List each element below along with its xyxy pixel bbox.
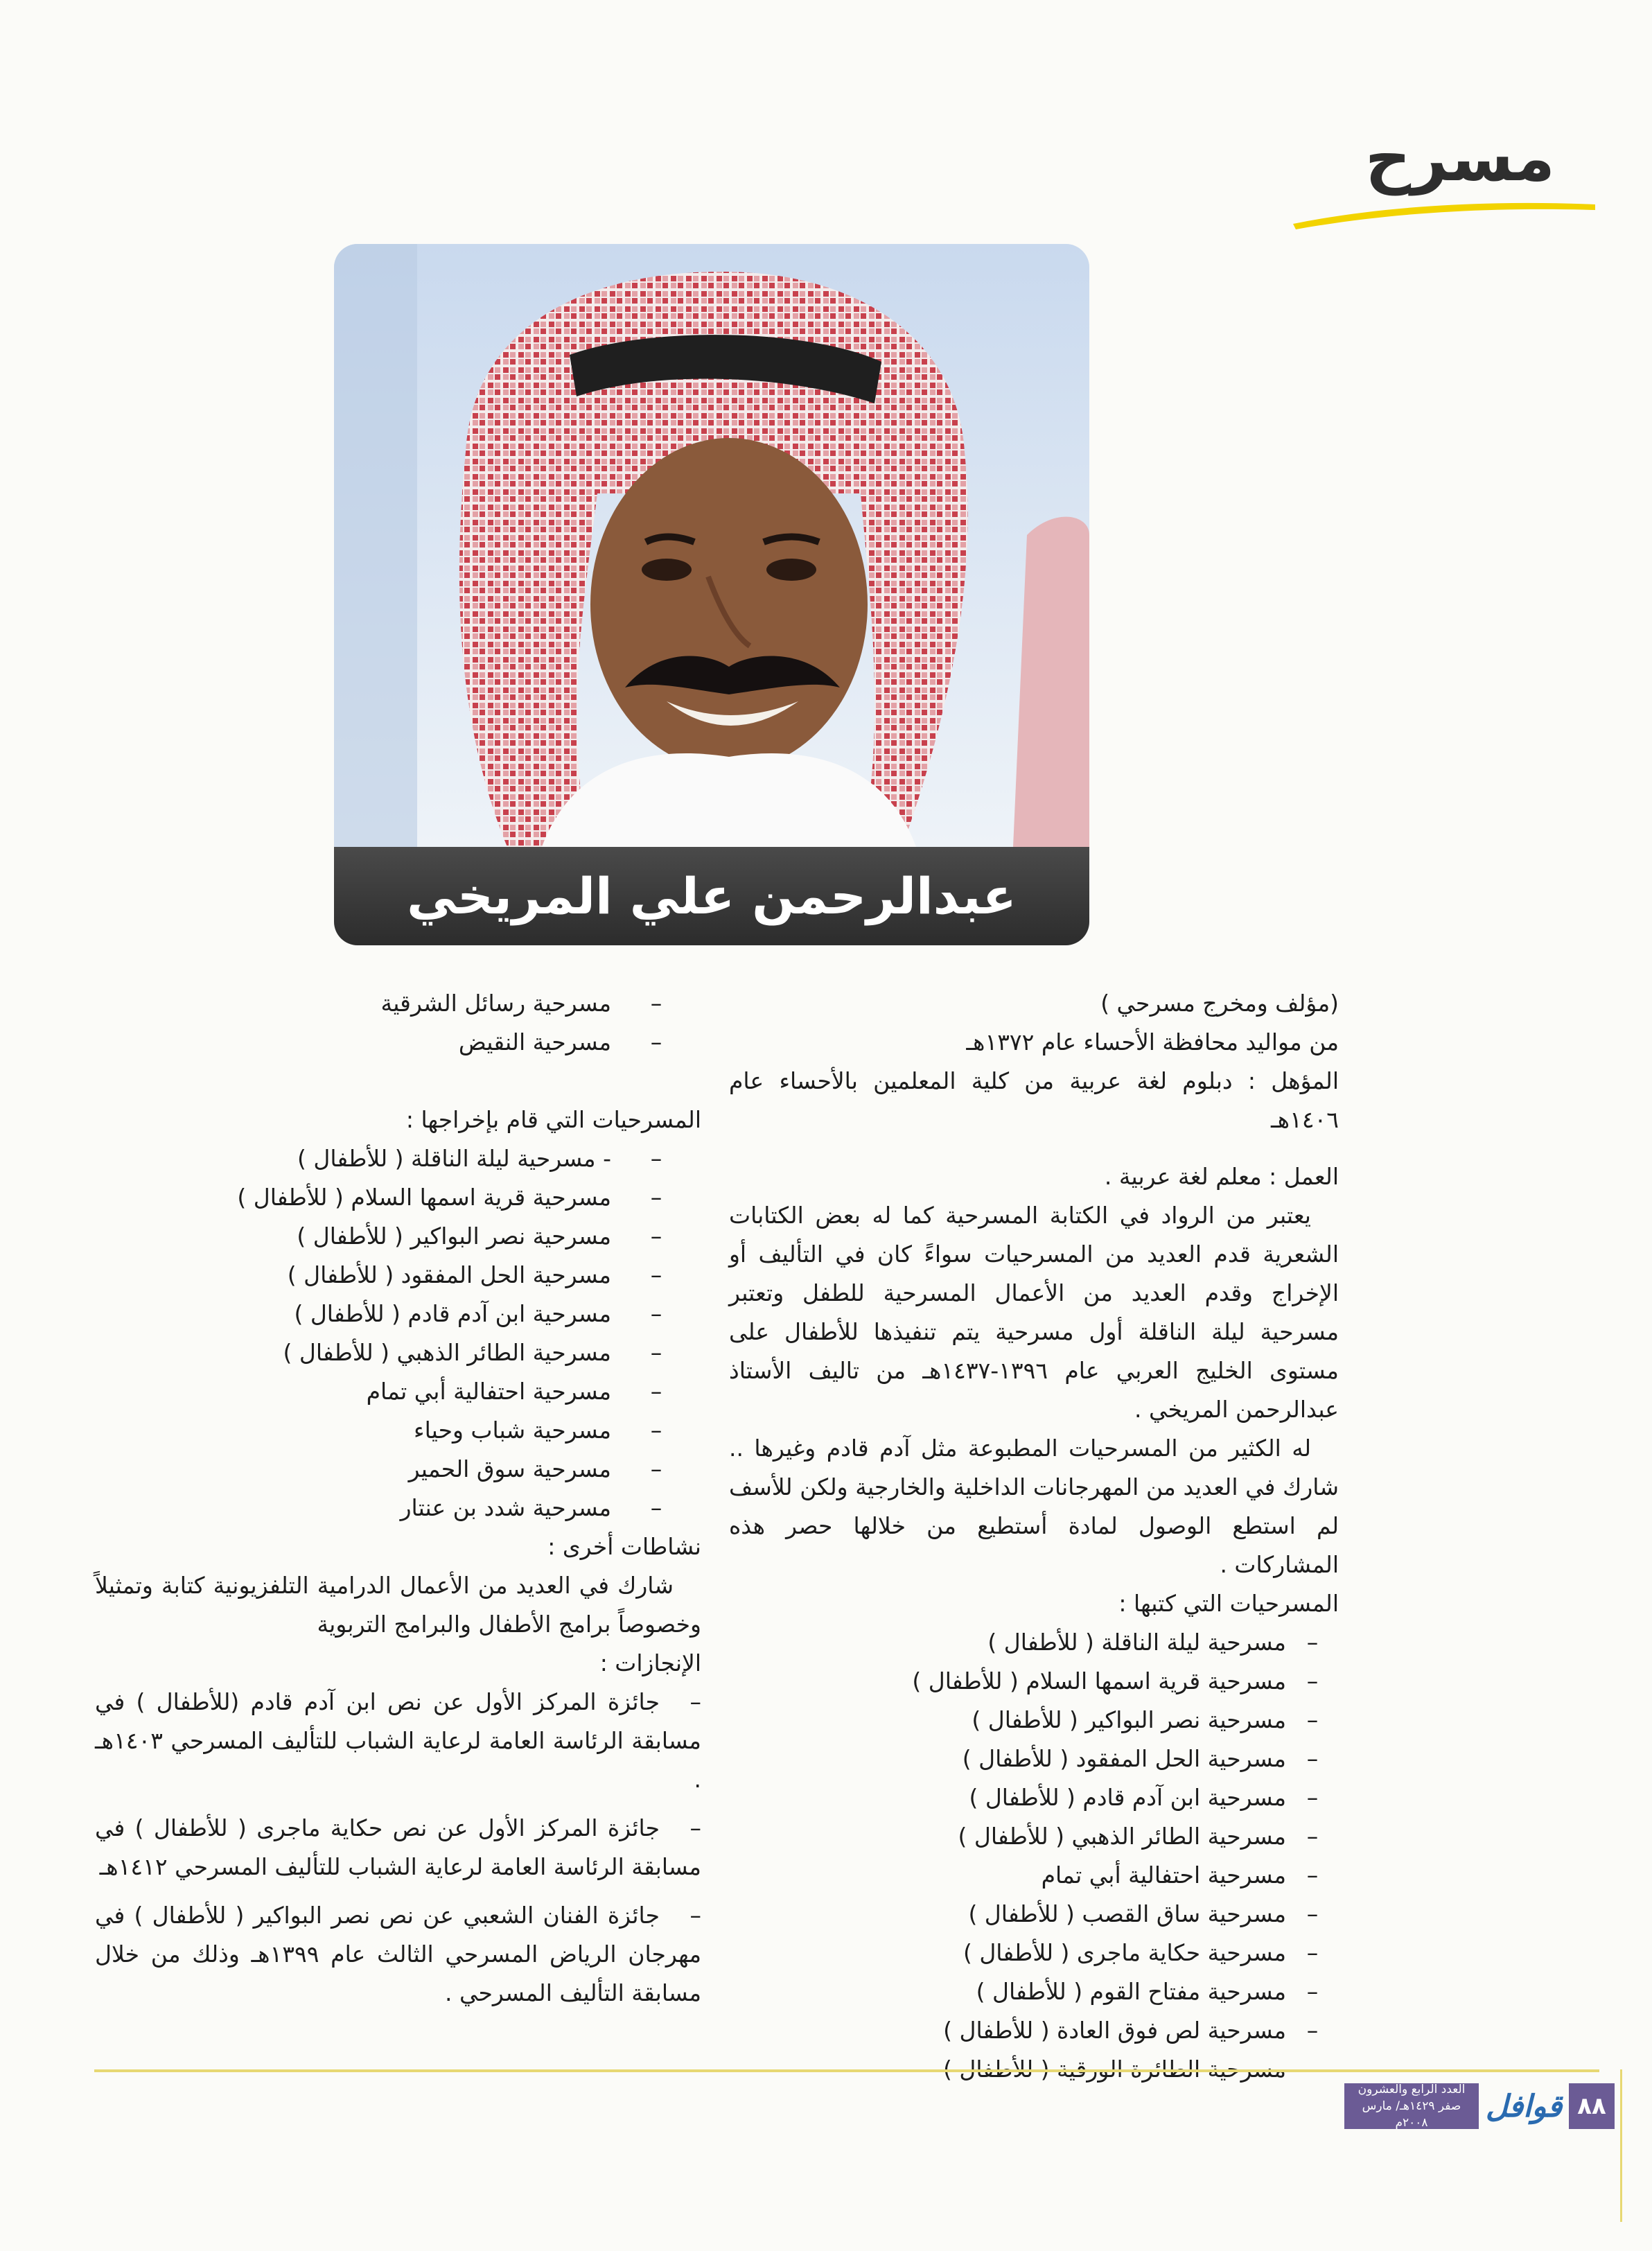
- dash-bullet: –: [1306, 1939, 1319, 1966]
- dash-bullet: –: [650, 1145, 662, 1172]
- play-title: مسرحية نصر البواكير ( للأطفال ): [972, 1706, 1286, 1733]
- dash-bullet: –: [650, 1300, 662, 1327]
- play-title: مسرحية لص فوق العادة ( للأطفال ): [943, 2017, 1286, 2044]
- bio-paragraph-2: له الكثير من المسرحيات المطبوعة مثل آدم قادم وغيرها .. شارك في العديد من المهرجانات الداخلية والخارجية ولكن للأسف لم استطع الوصول لمادة أستطيع من خلالها حصر هذه المشاركات .: [729, 1435, 1339, 1578]
- dash-bullet: –: [1306, 1629, 1319, 1656]
- spacer: [729, 1139, 1339, 1157]
- list-item: [95, 1217, 701, 1256]
- dash-bullet: –: [650, 1339, 662, 1366]
- list-item: [729, 1934, 1339, 1972]
- achievements-heading: الإنجازات :: [599, 1649, 701, 1676]
- play-title: - مسرحية ليلة الناقلة ( للأطفال ): [297, 1145, 611, 1172]
- dash-bullet: –: [650, 1417, 662, 1444]
- list-item: [95, 1489, 701, 1527]
- play-title: مسرحية رسائل الشرقية: [380, 990, 611, 1017]
- bio-role: (مؤلف ومخرج مسرحي ): [1100, 990, 1339, 1017]
- list-item: [729, 2011, 1339, 2050]
- dash-bullet: –: [650, 1378, 662, 1405]
- name-band: [334, 847, 1089, 945]
- dash-bullet: –: [1306, 1978, 1319, 2005]
- bio-birth: من مواليد محافظة الأحساء عام ١٣٧٢هـ: [966, 1028, 1339, 1056]
- list-item: [729, 1701, 1339, 1740]
- list-item: [95, 1256, 701, 1295]
- bio-qualification: المؤهل : دبلوم لغة عربية من كلية المعلمين بالأحساء عام ١٤٠٦هـ: [729, 1067, 1339, 1133]
- right-column: [729, 984, 1339, 2089]
- dash-bullet: –: [1306, 1667, 1319, 1694]
- list-item: [95, 1295, 701, 1333]
- list-item: [95, 1372, 701, 1411]
- spacer: [95, 1886, 701, 1896]
- play-title: مسرحية الحل المفقود ( للأطفال ): [962, 1745, 1286, 1772]
- issue-date: صفر ١٤٢٩هـ/ مارس ٢٠٠٨م: [1362, 2099, 1461, 2130]
- dash-bullet: –: [689, 1902, 701, 1929]
- list-item: [95, 1023, 701, 1062]
- dash-bullet: –: [650, 1223, 662, 1250]
- play-title: مسرحية الحل المفقود ( للأطفال ): [287, 1261, 611, 1288]
- dash-bullet: –: [650, 1184, 662, 1211]
- list-item: [95, 984, 701, 1023]
- play-title: مسرحية ساق القصب ( للأطفال ): [968, 1900, 1286, 1927]
- dash-bullet: –: [1306, 2056, 1319, 2083]
- dash-bullet: –: [650, 1028, 662, 1056]
- list-item: [729, 1895, 1339, 1934]
- list-item: [729, 1856, 1339, 1895]
- footer: [1344, 2083, 1615, 2129]
- page-number: ٨٨: [1569, 2083, 1615, 2129]
- bio-work: العمل : معلم لغة عربية .: [1104, 1163, 1339, 1190]
- dash-bullet: –: [1306, 1706, 1319, 1733]
- dash-bullet: –: [650, 1494, 662, 1521]
- play-title: مسرحية شباب وحياء: [414, 1417, 611, 1444]
- dash-bullet: –: [650, 1261, 662, 1288]
- play-title: مسرحية ليلة الناقلة ( للأطفال ): [987, 1629, 1286, 1656]
- achievement-text: جائزة المركز الأول عن نص حكاية ماجرى ( للأطفال ) في مسابقة الرئاسة العامة لرعاية الشباب للتأليف المسرحي ١٤١٢هـ: [95, 1814, 701, 1880]
- achievement-text: جائزة المركز الأول عن نص ابن آدم قادم (للأطفال ) في مسابقة الرئاسة العامة لرعاية الشباب للتأليف المسرحي ١٤٠٣هـ .: [95, 1688, 701, 1793]
- other-activities-heading: نشاطات أخرى :: [547, 1533, 701, 1560]
- play-title: مسرحية الطائرة الورقية ( للأطفال ): [943, 2056, 1286, 2083]
- list-item: [95, 1450, 701, 1489]
- issue-number: العدد الرابع والعشرون: [1357, 2083, 1466, 2096]
- magazine-logo: قوافل: [1485, 2088, 1563, 2124]
- play-title: مسرحية حكاية ماجرى ( للأطفال ): [963, 1939, 1286, 1966]
- directed-plays-list: [95, 1139, 701, 1527]
- dash-bullet: –: [1306, 1900, 1319, 1927]
- dash-bullet: –: [689, 1688, 701, 1715]
- play-title: مسرحية قرية اسمها السلام ( للأطفال ): [912, 1667, 1286, 1694]
- dash-bullet: –: [650, 1455, 662, 1482]
- list-item: [95, 1139, 701, 1178]
- bio-paragraph-1: يعتبر من الرواد في الكتابة المسرحية كما له بعض الكتابات الشعرية قدم العديد من المسرحيات سواءً كان في التأليف أو الإخراج وقدم العديد من الأعمال المسرحية للطفل وتعتبر مسرحية ليلة الناقلة أول مسرحية يتم تنفيذها للأطفال على مستوى الخليج العربي عام ١٣٩٦-١٤٣٧هـ من تاليف الأستاذ عبدالرحمن المريخي .: [729, 1202, 1339, 1423]
- left-column: [95, 984, 701, 2013]
- list-item: [729, 1817, 1339, 1856]
- list-item: [95, 1178, 701, 1217]
- section-header: [1292, 121, 1597, 232]
- achievement-item: [95, 1809, 701, 1886]
- list-item: [729, 1778, 1339, 1817]
- dash-bullet: –: [1306, 1862, 1319, 1889]
- yellow-swoosh: [1292, 184, 1597, 232]
- directed-plays-heading: المسرحيات التي قام بإخراجها :: [405, 1106, 701, 1133]
- list-item: [729, 1740, 1339, 1778]
- achievement-text: جائزة الفنان الشعبي عن نص نصر البواكير ( للأطفال ) في مهرجان الرياض المسرحي الثالث عام ١٣٩٩هـ وذلك من خلال مسابقة التأليف المسرحي .: [95, 1902, 701, 2006]
- play-title: مسرحية مفتاح القوم ( للأطفال ): [976, 1978, 1286, 2005]
- play-title: مسرحية نصر البواكير ( للأطفال ): [297, 1223, 611, 1250]
- list-item: [95, 1333, 701, 1372]
- dash-bullet: –: [650, 990, 662, 1017]
- list-item: [729, 1623, 1339, 1662]
- play-title: مسرحية احتفالية أبي تمام: [366, 1378, 611, 1405]
- dash-bullet: –: [1306, 1784, 1319, 1811]
- section-title: مسرح: [1364, 121, 1555, 195]
- achievement-item: [95, 1683, 701, 1799]
- achievement-item: [95, 1896, 701, 2013]
- play-title: مسرحية قرية اسمها السلام ( للأطفال ): [237, 1184, 611, 1211]
- other-activities-text: شارك في العديد من الأعمال الدرامية التلفزيونية كتابة وتمثيلاً وخصوصاً برامج الأطفال والبرامج التربوية: [95, 1572, 701, 1638]
- footer-vertical-rule: [1620, 2069, 1622, 2222]
- written-plays-heading: المسرحيات التي كتبها :: [1118, 1590, 1339, 1617]
- list-item: [729, 1972, 1339, 2011]
- written-plays-list: [729, 1623, 1339, 2089]
- play-title: مسرحية ابن آدم قادم ( للأطفال ): [969, 1784, 1286, 1811]
- dash-bullet: –: [1306, 2017, 1319, 2044]
- play-title: مسرحية شدد بن عنتار: [400, 1494, 611, 1521]
- dash-bullet: –: [689, 1814, 701, 1841]
- footer-rule: [94, 2069, 1599, 2072]
- play-title: مسرحية النقيض: [458, 1028, 611, 1056]
- person-name: عبدالرحمن علي المريخي: [407, 867, 1017, 925]
- play-title: مسرحية الطائر الذهبي ( للأطفال ): [283, 1339, 611, 1366]
- play-title: مسرحية ابن آدم قادم ( للأطفال ): [294, 1300, 611, 1327]
- dash-bullet: –: [1306, 1823, 1319, 1850]
- spacer: [95, 1062, 701, 1101]
- play-title: مسرحية سوق الحمير: [408, 1455, 611, 1482]
- dash-bullet: –: [1306, 1745, 1319, 1772]
- spacer: [95, 1799, 701, 1809]
- play-title: مسرحية الطائر الذهبي ( للأطفال ): [958, 1823, 1286, 1850]
- written-plays-continued: [95, 984, 701, 1062]
- portrait-photo: [334, 244, 1089, 847]
- list-item: [95, 1411, 701, 1450]
- play-title: مسرحية احتفالية أبي تمام: [1041, 1862, 1286, 1889]
- list-item: [729, 1662, 1339, 1701]
- issue-info: [1344, 2083, 1479, 2129]
- portrait-card: [334, 244, 1089, 945]
